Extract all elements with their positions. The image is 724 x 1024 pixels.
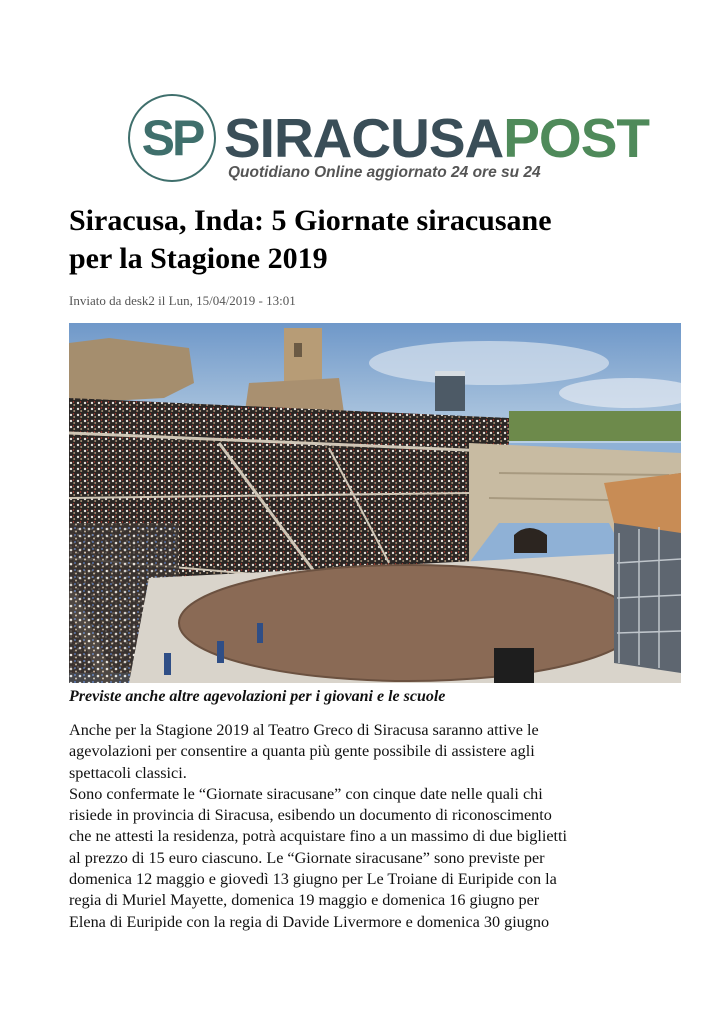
- logo-word-post: POST: [503, 107, 649, 169]
- article-title-line2: per la Stagione 2019: [69, 242, 328, 275]
- body-line: Anche per la Stagione 2019 al Teatro Greco di Siracusa saranno attive le: [69, 721, 539, 739]
- logo-tagline: Quotidiano Online aggiornato 24 ore su 24: [228, 164, 541, 181]
- body-line: spettacoli classici.: [69, 763, 187, 782]
- body-line: regia di Muriel Mayette, domenica 19 maggio e domenica 16 giugno per: [69, 891, 540, 910]
- article-body: [69, 720, 669, 933]
- greek-theatre-photo: [69, 323, 681, 683]
- logo-wordmark: [224, 108, 649, 168]
- article-meta: Inviato da desk2 il Lun, 15/04/2019 - 13:01: [69, 293, 296, 308]
- photo-caption: Previste anche altre agevolazioni per i giovani e le scuole: [69, 688, 446, 705]
- body-line: che ne attesti la residenza, potrà acquistare fino a un massimo di due biglietti: [69, 827, 568, 846]
- body-line: agevolazioni per consentire a quanta più gente possibile di assistere agli: [69, 742, 535, 761]
- body-line: domenica 12 maggio e giovedì 13 giugno per Le Troiane di Euripide con la: [69, 870, 557, 889]
- paragraph-1: [69, 720, 669, 784]
- logo-initials: SP: [141, 110, 203, 166]
- logo-word-siracusa: SIRACUSA: [224, 107, 504, 169]
- body-line: Elena di Euripide con la regia di Davide Livermore e domenica 30 giugno: [69, 912, 550, 931]
- article-photo: [69, 323, 681, 683]
- siracusapost-logo[interactable]: [128, 94, 649, 189]
- body-line: al prezzo di 15 euro ciascuno. Le “Giornate siracusane” sono previste per: [69, 848, 545, 867]
- article-title-line1: Siracusa, Inda: 5 Giornate siracusane: [69, 204, 552, 237]
- article-title: [69, 202, 689, 278]
- body-line: risiede in provincia di Siracusa, esibendo un documento di riconoscimento: [69, 806, 552, 825]
- paragraph-2: [69, 784, 669, 933]
- body-line: Sono confermate le “Giornate siracusane” con cinque date nelle quali chi: [69, 784, 543, 803]
